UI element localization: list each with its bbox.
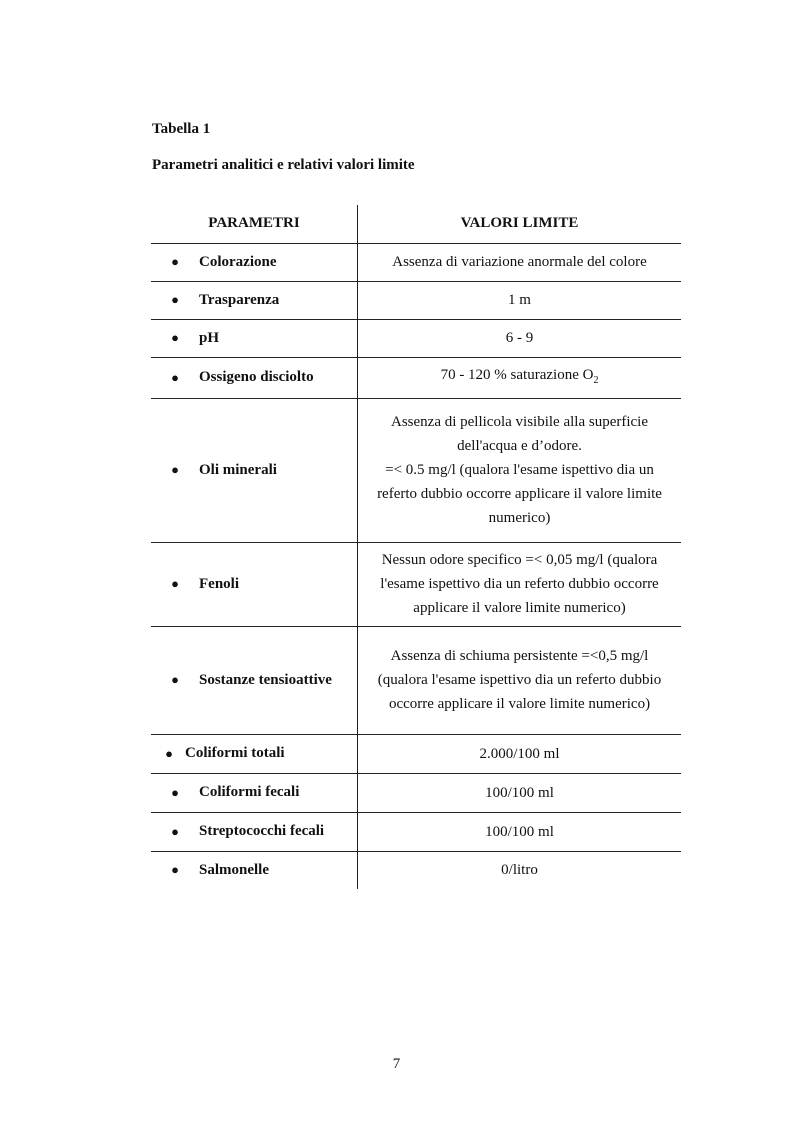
value-line: Assenza di schiuma persistente =<0,5 mg/l bbox=[390, 648, 649, 664]
parameter-name: Oli minerali bbox=[199, 461, 277, 478]
value-line: Assenza di pellicola visibile alla superficie bbox=[391, 414, 648, 430]
header-parameters: PARAMETRI bbox=[151, 205, 358, 243]
value-line: 100/100 ml bbox=[485, 823, 554, 840]
table-subtitle: Parametri analitici e relativi valori limite bbox=[152, 157, 415, 173]
parameter-name: Streptococchi fecali bbox=[199, 823, 325, 839]
parameter-name: Coliformi totali bbox=[185, 745, 285, 761]
table-row bbox=[151, 851, 681, 889]
parameter-name: Coliformi fecali bbox=[199, 784, 300, 800]
bullet-icon: ● bbox=[165, 745, 173, 761]
value-line: 100/100 ml bbox=[485, 784, 554, 801]
parameters-table bbox=[151, 205, 681, 889]
value-line: applicare il valore limite numerico) bbox=[413, 600, 626, 616]
page-number: 7 bbox=[392, 1056, 401, 1072]
bullet-icon: ● bbox=[171, 462, 179, 477]
table-row bbox=[151, 281, 681, 319]
parameter-name: pH bbox=[199, 329, 220, 346]
parameter-name: Ossigeno disciolto bbox=[199, 369, 314, 385]
value-line: 70 - 120 % saturazione $O_2$ bbox=[440, 366, 599, 386]
table-row bbox=[151, 542, 681, 626]
table-row bbox=[151, 773, 681, 812]
bullet-icon: ● bbox=[171, 672, 179, 687]
value-line: (qualora l'esame ispettivo dia un referto dubbio bbox=[377, 672, 662, 688]
table-row bbox=[151, 734, 681, 773]
value-line: dell'acqua e d’odore. bbox=[457, 438, 582, 454]
bullet-icon: ● bbox=[171, 292, 179, 307]
table-row bbox=[151, 812, 681, 851]
bullet-icon: ● bbox=[171, 369, 179, 385]
table-row bbox=[151, 357, 681, 398]
bullet-icon: ● bbox=[171, 330, 179, 345]
parameter-name: Trasparenza bbox=[199, 291, 280, 308]
parameter-name: Colorazione bbox=[199, 253, 277, 270]
parameter-name: Fenoli bbox=[199, 575, 239, 592]
value-line: Nessun odore specifico =< 0,05 mg/l (qualora bbox=[381, 552, 658, 568]
value-line: referto dubbio occorre applicare il valore limite bbox=[377, 486, 662, 502]
parameter-name: Sostanze tensioattive bbox=[199, 671, 332, 688]
value-line: numerico) bbox=[488, 510, 551, 526]
bullet-icon: ● bbox=[171, 862, 179, 878]
bullet-icon: ● bbox=[171, 784, 179, 800]
bullet-icon: ● bbox=[171, 576, 179, 591]
value-line: Assenza di variazione anormale del colore bbox=[392, 254, 647, 270]
table-row bbox=[151, 243, 681, 281]
bullet-icon: ● bbox=[171, 823, 179, 839]
table-row bbox=[151, 626, 681, 734]
value-line: =< 0.5 mg/l (qualora l'esame ispettivo dia un bbox=[385, 462, 654, 478]
parameter-name: Salmonelle bbox=[199, 861, 269, 878]
value-line: 6 - 9 bbox=[505, 330, 534, 346]
table-row bbox=[151, 319, 681, 357]
header-limits: VALORI LIMITE bbox=[358, 205, 682, 243]
value-line: l'esame ispettivo dia un referto dubbio occorre bbox=[380, 576, 659, 592]
table-row bbox=[151, 398, 681, 542]
bullet-icon: ● bbox=[171, 254, 179, 269]
value-line: 2.000/100 ml bbox=[479, 745, 560, 762]
value-line: 0/litro bbox=[501, 862, 538, 879]
value-line: 1 m bbox=[508, 292, 531, 308]
table-title: Tabella 1 bbox=[152, 121, 211, 137]
value-line: occorre applicare il valore limite numerico) bbox=[388, 696, 651, 712]
